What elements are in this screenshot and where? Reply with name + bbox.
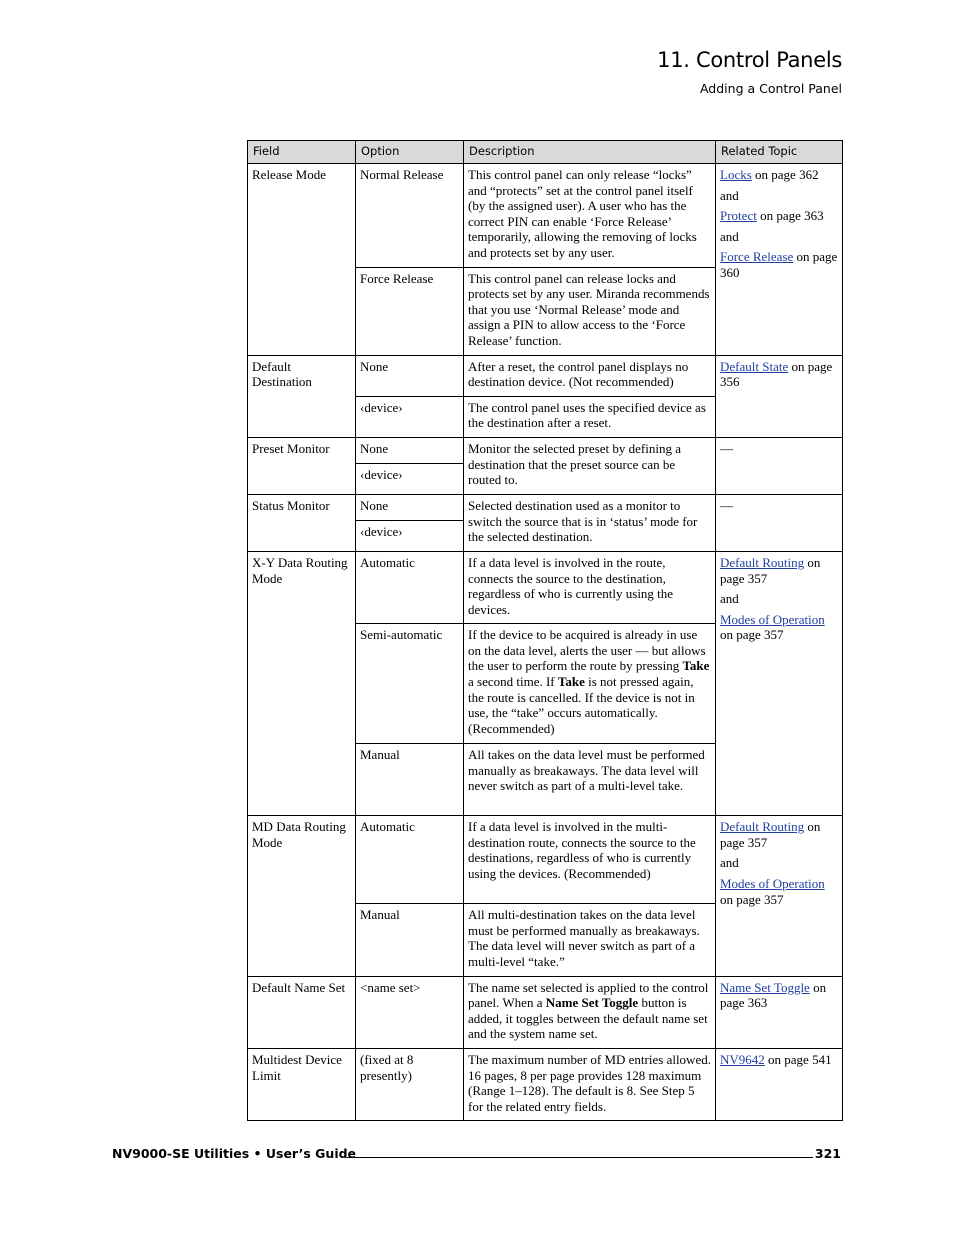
description-cell: If a data level is involved in the route, connects the source to the destination, regardless of who is currently using the devices. <box>464 551 716 623</box>
field-cell: Default Destination <box>248 355 356 437</box>
description-cell <box>464 624 716 744</box>
table-row <box>248 164 843 268</box>
topic-link[interactable]: Default Routing <box>720 554 805 570</box>
description-cell: Monitor the selected preset by defining a destination that the preset source can be routed to. <box>464 437 716 494</box>
topic-text: on page 357 <box>720 554 821 586</box>
topic-text: on page 357 <box>720 819 821 850</box>
topic-text: on page 541 <box>764 1052 832 1068</box>
field-cell: Default Name Set <box>248 976 356 1048</box>
description-cell: Selected destination used as a monitor to switch the source that is in ‘status’ mode for the selected destination. <box>464 494 716 551</box>
related-topic-cell <box>716 551 843 815</box>
column-header-description: Description <box>464 141 716 164</box>
option-cell: Automatic <box>356 816 464 904</box>
topic-link[interactable]: Locks <box>720 167 752 182</box>
related-topic-cell <box>716 1049 843 1121</box>
table-row <box>248 1049 843 1121</box>
page-number: 321 <box>814 1146 841 1161</box>
option-cell: Normal Release <box>356 164 464 268</box>
topic-text: on page 363 <box>720 979 827 1011</box>
related-topic-cell: — <box>716 494 843 551</box>
table-row <box>248 494 843 520</box>
description-text: If the device to be acquired is already in use on the data level, alerts the user — but allows the user to perform the route by pressing <box>468 627 706 674</box>
table-row <box>248 355 843 396</box>
topic-text: on page 363 <box>756 208 824 224</box>
description-text: button is added, it toggles between the default name set and the system name set. <box>468 995 708 1042</box>
topic-link[interactable]: Default State <box>720 358 789 374</box>
description-cell: This control panel can release locks and protects set by any user. Miranda recommends that you use ‘Normal Release’ mode and assign a PIN to allow access to the ‘Force Release’ function. <box>464 267 716 355</box>
related-topic-cell <box>716 355 843 437</box>
description-cell: After a reset, the control panel displays no destination device. (Not recommended) <box>464 355 716 396</box>
field-cell: Status Monitor <box>248 494 356 551</box>
topic-link[interactable]: NV9642 <box>720 1052 765 1068</box>
option-cell: Automatic <box>356 551 464 623</box>
option-cell: <name set> <box>356 976 464 1048</box>
topic-text: on page 357 <box>720 627 784 643</box>
option-cell: Manual <box>356 744 464 816</box>
option-cell: ‹device› <box>356 463 464 494</box>
name-set-toggle-keyword: Name Set Toggle <box>545 995 639 1011</box>
description-cell: The control panel uses the specified device as the destination after a reset. <box>464 396 716 437</box>
option-cell: Semi-automatic <box>356 624 464 744</box>
settings-table <box>247 140 843 1121</box>
description-cell: All takes on the data level must be performed manually as breakaways. The data level will never switch as part of a multi-level take. <box>464 744 716 816</box>
description-cell: If a data level is involved in the multi-destination route, connects the source to the destinations, regardless of who is currently using the devices. (Recommended) <box>464 816 716 904</box>
description-cell <box>464 976 716 1048</box>
and-text: and <box>720 228 739 244</box>
table-row <box>248 976 843 1048</box>
option-cell: (fixed at 8 presently) <box>356 1049 464 1121</box>
column-header-field: Field <box>248 141 356 164</box>
option-cell: Manual <box>356 904 464 976</box>
and-text: and <box>720 187 739 203</box>
topic-link[interactable]: Modes of Operation <box>720 611 825 627</box>
chapter-title: 11. Control Panels <box>657 48 842 72</box>
option-cell: None <box>356 355 464 396</box>
option-cell: None <box>356 437 464 463</box>
description-text: is not pressed again, the route is cancelled. If the device is not in use, the “take” occurs automatically. (Recommended) <box>468 674 695 736</box>
field-cell: Release Mode <box>248 164 356 356</box>
field-cell: MD Data Routing Mode <box>248 816 356 976</box>
topic-text: on page 360 <box>720 249 838 280</box>
option-cell: ‹device› <box>356 520 464 551</box>
topic-link[interactable]: Name Set Toggle <box>720 979 810 995</box>
and-text: and <box>720 855 739 871</box>
table-row <box>248 437 843 463</box>
footer-divider <box>347 1157 813 1158</box>
table-row <box>248 551 843 623</box>
description-text: The name set selected is applied to the control panel. When a <box>468 979 709 1011</box>
option-cell: ‹device› <box>356 396 464 437</box>
field-cell: Multidest Device Limit <box>248 1049 356 1121</box>
field-cell: Preset Monitor <box>248 437 356 494</box>
description-cell: All multi-destination takes on the data level must be performed manually as breakaways. The data level will never switch as part of a multi-level “take.” <box>464 904 716 976</box>
related-topic-cell: — <box>716 437 843 494</box>
column-header-related-topic: Related Topic <box>716 141 843 164</box>
take-keyword: Take <box>682 658 710 674</box>
section-title: Adding a Control Panel <box>699 81 842 96</box>
topic-text: on page 362 <box>751 167 819 182</box>
topic-link[interactable]: Force Release <box>720 249 794 265</box>
column-header-option: Option <box>356 141 464 164</box>
description-cell: This control panel can only release “locks” and “protects” set at the control panel itself (by the assigned user). A user who has the correct PIN can enable ‘Force Release’ temporarily, allowing the removing of locks and protects set by any user. <box>464 164 716 268</box>
field-cell: X-Y Data Routing Mode <box>248 551 356 815</box>
related-topic-cell <box>716 816 843 976</box>
related-topic-cell <box>716 976 843 1048</box>
option-cell: Force Release <box>356 267 464 355</box>
table-row <box>248 816 843 904</box>
option-cell: None <box>356 494 464 520</box>
description-cell: The maximum number of MD entries allowed. 16 pages, 8 per page provides 128 maximum (Range 1–128). The default is 8. See Step 5 for the related entry fields. <box>464 1049 716 1121</box>
topic-text: on page 356 <box>720 358 833 390</box>
topic-text: on page 357 <box>720 891 784 907</box>
topic-link[interactable]: Protect <box>720 208 757 224</box>
related-topic-cell <box>716 164 843 356</box>
take-keyword: Take <box>557 674 585 690</box>
topic-link[interactable]: Default Routing <box>720 819 805 835</box>
and-text: and <box>720 591 739 607</box>
topic-link[interactable]: Modes of Operation <box>720 876 825 892</box>
table-header-row <box>248 141 843 164</box>
footer-doc-title: NV9000-SE Utilities • User’s Guide <box>112 1146 357 1161</box>
description-text: a second time. If <box>468 674 558 690</box>
